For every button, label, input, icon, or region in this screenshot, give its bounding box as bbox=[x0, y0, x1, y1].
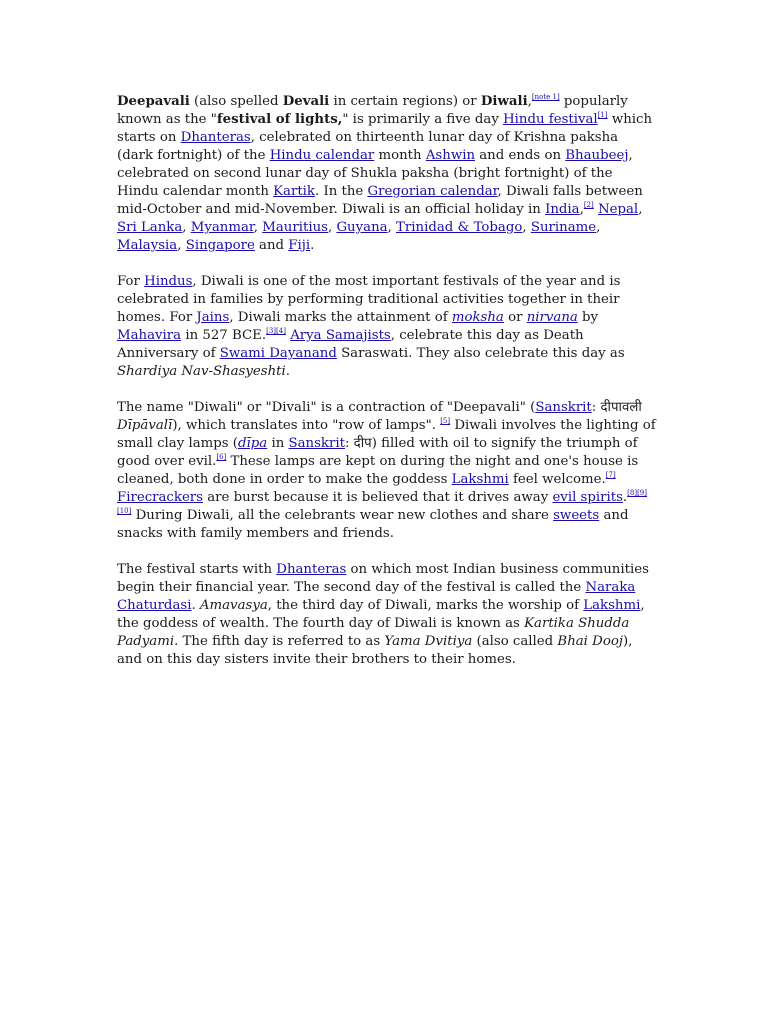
bold-term: Devali bbox=[282, 94, 330, 109]
text-run: by bbox=[577, 310, 599, 325]
link-kartik[interactable]: Kartik bbox=[273, 184, 315, 199]
link-jains[interactable]: Jains bbox=[196, 310, 230, 325]
paragraph-five-days bbox=[117, 561, 657, 669]
italic-term: Amavasya bbox=[199, 598, 268, 613]
link-india[interactable]: India bbox=[545, 202, 580, 217]
text-run: " is primarily a five day bbox=[342, 112, 504, 127]
link-guyana[interactable]: Guyana bbox=[336, 220, 388, 235]
link-dhanteras[interactable]: Dhanteras bbox=[276, 562, 347, 577]
text-run: , celebrated on thirteenth lunar day of Krishna paksha (dark fortnight) of the bbox=[117, 130, 619, 163]
text-run: , bbox=[596, 220, 601, 235]
text-run: feel welcome. bbox=[508, 472, 606, 487]
text-run: on which most Indian business communities begin their financial year. The second day of the festival is called the bbox=[117, 562, 649, 595]
bold-term: Diwali bbox=[480, 94, 528, 109]
text-run: popularly known as the " bbox=[117, 94, 628, 127]
link-naraka-chaturdasi[interactable]: Naraka Chaturdasi bbox=[117, 580, 636, 613]
text-run: . In the bbox=[314, 184, 368, 199]
text-run: , bbox=[579, 202, 584, 217]
citation-ref bbox=[532, 93, 560, 101]
link-firecrackers[interactable]: Firecrackers bbox=[117, 490, 203, 505]
text-run: : दीप) filled with oil to signify the triumph of good over evil. bbox=[117, 436, 638, 469]
text-run: Diwali involves the lighting of small clay lamps ( bbox=[117, 418, 656, 451]
link-sri-lanka[interactable]: Sri Lanka bbox=[117, 220, 183, 235]
citation-ref bbox=[606, 471, 616, 479]
text-run: ), which translates into "row of lamps". bbox=[172, 418, 441, 433]
text-run: are burst because it is believed that it drives away bbox=[203, 490, 553, 505]
link-trinidad-tobago[interactable]: Trinidad & Tobago bbox=[396, 220, 523, 235]
citation-ref bbox=[440, 417, 450, 425]
link-nepal[interactable]: Nepal bbox=[597, 202, 639, 217]
link-evil-spirits[interactable]: evil spirits bbox=[552, 490, 623, 505]
text-run: and bbox=[254, 238, 289, 253]
text-run: For bbox=[117, 274, 145, 289]
link-singapore[interactable]: Singapore bbox=[185, 238, 255, 253]
link-lakshmi[interactable]: Lakshmi bbox=[583, 598, 641, 613]
link-moksha[interactable]: moksha bbox=[451, 310, 504, 325]
citation-link[interactable]: [1] bbox=[597, 111, 608, 119]
text-run: These lamps are kept on during the night and one's house is cleaned, both done in order to make the goddess bbox=[117, 454, 639, 487]
text-run: , Diwali falls between mid-October and mid-November. Diwali is an official holiday in bbox=[117, 184, 643, 217]
text-run: . bbox=[285, 364, 290, 379]
text-run: or bbox=[503, 310, 527, 325]
citation-link[interactable]: [3][4] bbox=[266, 327, 286, 335]
italic-term: Bhai Dooj bbox=[557, 634, 623, 649]
text-run: in certain regions) or bbox=[329, 94, 481, 109]
italic-term: Shardiya Nav-Shasyeshti bbox=[117, 364, 286, 379]
text-run: : दीपावली bbox=[591, 400, 642, 415]
citation-link[interactable]: [6] bbox=[216, 453, 227, 461]
text-run: , bbox=[327, 220, 337, 235]
link-gregorian-calendar[interactable]: Gregorian calendar bbox=[367, 184, 498, 199]
italic-term: Dīpāvalī bbox=[117, 418, 173, 433]
italic-term: Kartika Shudda Padyami bbox=[117, 616, 630, 649]
text-run: , Diwali is one of the most important festivals of the year and is celebrated in families by performing traditional activities together in their homes. For bbox=[117, 274, 621, 325]
text-run: and snacks with family members and friends. bbox=[117, 508, 629, 541]
paragraph-hindus-jains bbox=[117, 273, 657, 381]
text-run: month bbox=[374, 148, 426, 163]
text-run: , bbox=[522, 220, 531, 235]
text-run: . bbox=[191, 598, 200, 613]
text-run: , Diwali marks the attainment of bbox=[229, 310, 452, 325]
link-hindu-festival[interactable]: Hindu festival bbox=[503, 112, 598, 127]
paragraph-name-meaning bbox=[117, 399, 657, 543]
text-run: , bbox=[387, 220, 397, 235]
link-d-pa[interactable]: dīpa bbox=[238, 436, 268, 451]
text-run: ), and on this day sisters invite their brothers to their homes. bbox=[117, 634, 633, 667]
link-bhaubeej[interactable]: Bhaubeej bbox=[565, 148, 629, 163]
bold-term: festival of lights, bbox=[216, 112, 343, 127]
text-run: During Diwali, all the celebrants wear new clothes and share bbox=[131, 508, 554, 523]
link-sanskrit[interactable]: Sanskrit bbox=[535, 400, 592, 415]
text-run: , bbox=[182, 220, 191, 235]
text-run: . The fifth day is referred to as bbox=[174, 634, 385, 649]
citation-link[interactable]: [7] bbox=[605, 471, 616, 479]
text-run: The name "Diwali" or "Divali" is a contraction of "Deepavali" ( bbox=[117, 400, 536, 415]
link-suriname[interactable]: Suriname bbox=[530, 220, 597, 235]
text-run: , bbox=[527, 94, 532, 109]
text-run: , the goddess of wealth. The fourth day of Diwali is known as bbox=[117, 598, 645, 631]
bold-term: Deepavali bbox=[117, 94, 190, 109]
text-run: and ends on bbox=[475, 148, 566, 163]
article-body bbox=[117, 93, 657, 687]
text-run: , celebrated on second lunar day of Shukla paksha (bright fortnight) of the Hindu calendar month bbox=[117, 148, 633, 199]
link-ashwin[interactable]: Ashwin bbox=[425, 148, 476, 163]
citation-link[interactable]: [2] bbox=[583, 201, 594, 209]
link-malaysia[interactable]: Malaysia bbox=[117, 238, 178, 253]
text-run: in 527 BCE. bbox=[181, 328, 267, 343]
text-run: , bbox=[177, 238, 186, 253]
citation-ref bbox=[266, 327, 286, 335]
link-myanmar[interactable]: Myanmar bbox=[190, 220, 254, 235]
citation-ref bbox=[598, 111, 608, 119]
link-hindu-calendar[interactable]: Hindu calendar bbox=[269, 148, 375, 163]
text-run: in bbox=[267, 436, 289, 451]
text-run: Saraswati. They also celebrate this day as bbox=[336, 346, 625, 361]
text-run: , celebrate this day as Death Anniversary of bbox=[117, 328, 584, 361]
citation-link[interactable]: [8][9][10] bbox=[117, 489, 647, 515]
citation-link[interactable]: [5] bbox=[440, 417, 451, 425]
link-sweets[interactable]: sweets bbox=[553, 508, 600, 523]
text-run: The festival starts with bbox=[117, 562, 277, 577]
link-lakshmi[interactable]: Lakshmi bbox=[451, 472, 509, 487]
link-nirvana[interactable]: nirvana bbox=[526, 310, 578, 325]
text-run: . bbox=[310, 238, 315, 253]
link-arya-samajists[interactable]: Arya Samajists bbox=[290, 328, 391, 343]
text-run: (also spelled bbox=[189, 94, 283, 109]
citation-ref bbox=[584, 201, 594, 209]
link-dhanteras[interactable]: Dhanteras bbox=[180, 130, 251, 145]
italic-term: Yama Dvitiya bbox=[384, 634, 473, 649]
citation-link[interactable]: [note 1] bbox=[531, 93, 560, 101]
link-hindus[interactable]: Hindus bbox=[144, 274, 193, 289]
link-mahavira[interactable]: Mahavira bbox=[117, 328, 182, 343]
text-run: , bbox=[253, 220, 263, 235]
link-sanskrit[interactable]: Sanskrit bbox=[288, 436, 345, 451]
link-swami-dayanand[interactable]: Swami Dayanand bbox=[219, 346, 337, 361]
link-mauritius[interactable]: Mauritius bbox=[262, 220, 328, 235]
text-run: (also called bbox=[472, 634, 558, 649]
text-run: . bbox=[622, 490, 628, 505]
paragraph-intro bbox=[117, 93, 657, 255]
text-run: which starts on bbox=[117, 112, 653, 145]
text-run: , the third day of Diwali, marks the worship of bbox=[267, 598, 584, 613]
text-run: , bbox=[638, 202, 643, 217]
link-fiji[interactable]: Fiji bbox=[288, 238, 311, 253]
citation-ref bbox=[216, 453, 226, 461]
